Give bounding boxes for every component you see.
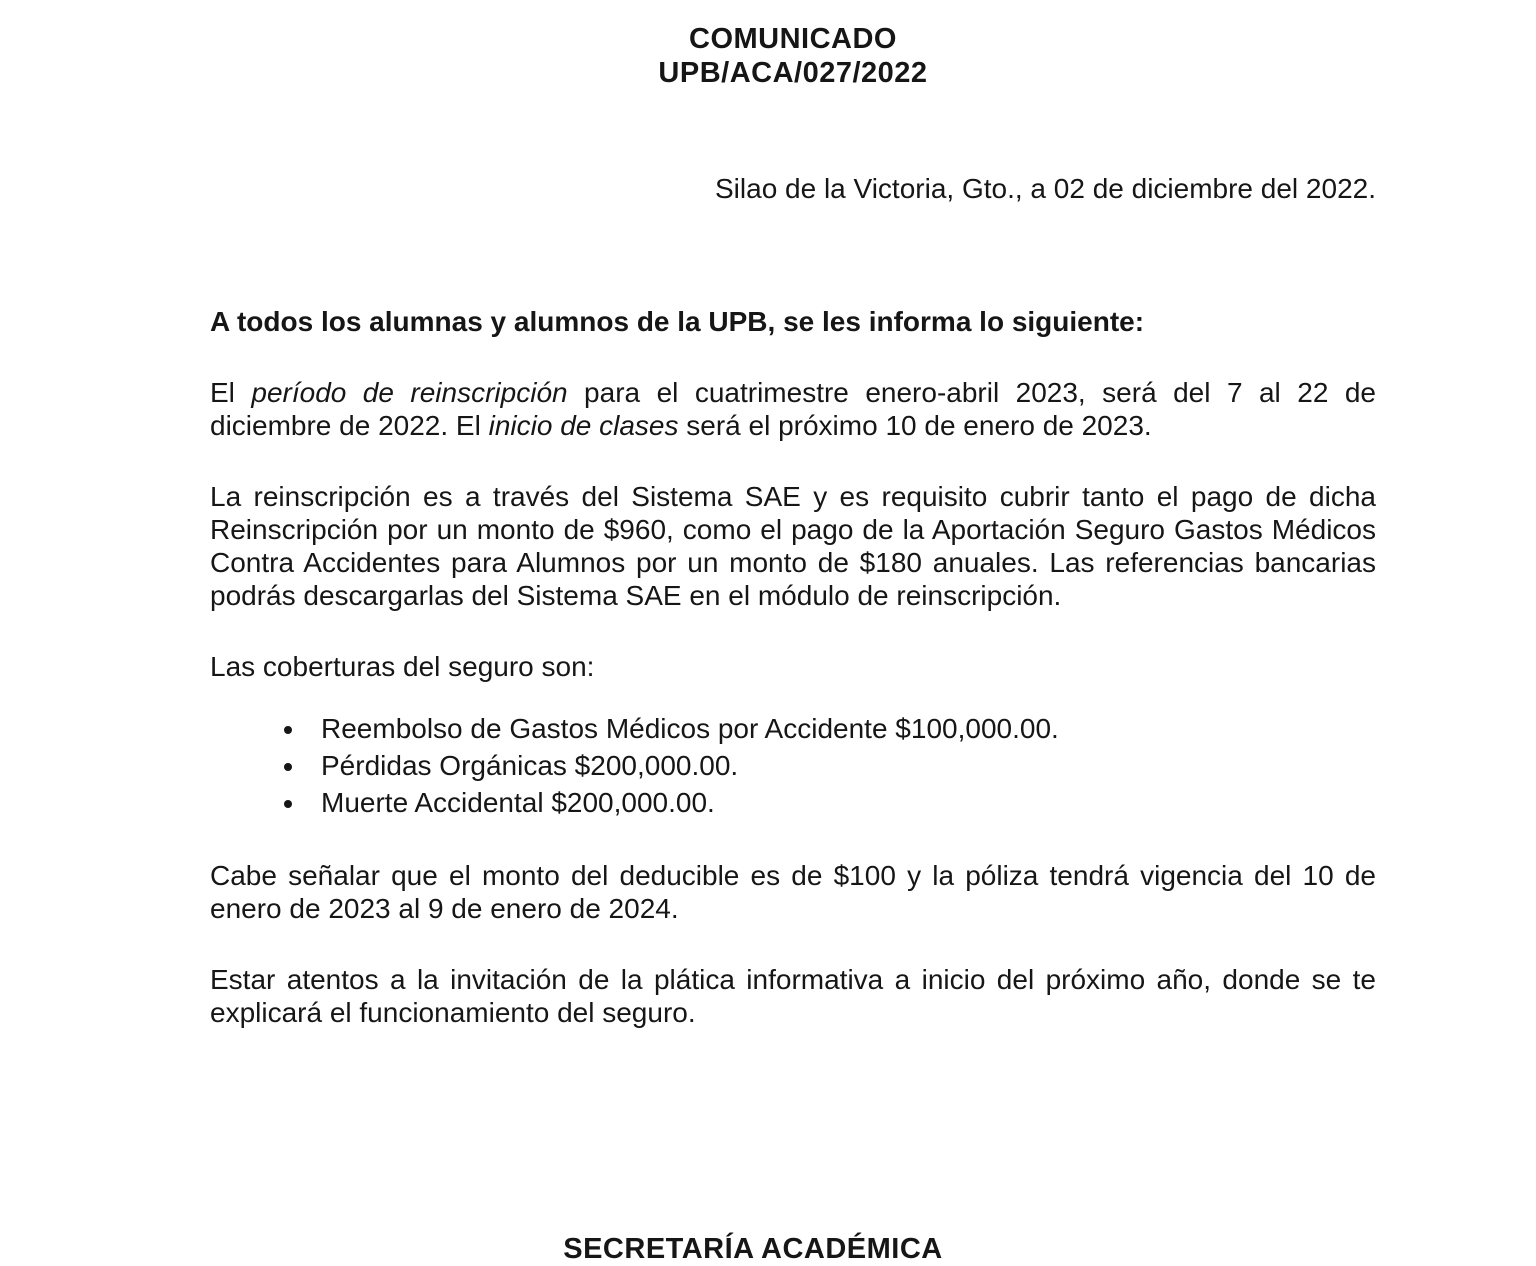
dateline: Silao de la Victoria, Gto., a 02 de diciembre del 2022. bbox=[715, 173, 1376, 204]
paragraph-info-meeting: Estar atentos a la invitación de la plática informativa a inicio del próximo año, donde se te explicará el funcionamiento del seguro. bbox=[210, 964, 1376, 1028]
list-item-medical-expenses: • Reembolso de Gastos Médicos por Accidente $100,000.00. bbox=[307, 711, 1376, 747]
list-item-organic-losses: • Pérdidas Orgánicas $200,000.00. bbox=[307, 748, 1376, 784]
document-title: COMUNICADO bbox=[689, 23, 897, 55]
enrollment-mid: para el cuatrimestre enero-abril 2023, será del 7 al 22 de diciembre de 2022. El bbox=[210, 377, 1376, 441]
document-reference-number: UPB/ACA/027/2022 bbox=[658, 57, 928, 89]
document-content bbox=[210, 22, 1376, 1266]
enrollment-period-term: período de reinscripción bbox=[251, 377, 568, 408]
salutation: A todos los alumnas y alumnos de la UPB, se les informa lo siguiente: bbox=[210, 306, 1145, 337]
enrollment-lead: El bbox=[210, 377, 252, 408]
signature: SECRETARÍA ACADÉMICA bbox=[563, 1233, 943, 1265]
paragraph-enrollment-period bbox=[210, 376, 1376, 442]
paragraph-payment-info: La reinscripción es a través del Sistema SAE y es requisito cubrir tanto el pago de dicha Reinscripción por un monto de $960, como el pago de la Aportación Seguro Gastos Médicos Contra Accidentes para Alumnos por un monto de $180 anuales. Las referencias bancarias podrás descargarlas del Sistema SAE en el módulo de reinscripción. bbox=[210, 481, 1376, 611]
document-header bbox=[210, 22, 1376, 90]
class-start-term: inicio de clases bbox=[488, 410, 679, 441]
coverage-list bbox=[210, 711, 1376, 821]
coverage-intro: Las coberturas del seguro son: bbox=[210, 651, 595, 682]
list-item-accidental-death: • Muerte Accidental $200,000.00. bbox=[307, 785, 1376, 821]
enrollment-tail: será el próximo 10 de enero de 2023. bbox=[678, 410, 1152, 441]
paragraph-deductible: Cabe señalar que el monto del deducible es de $100 y la póliza tendrá vigencia del 10 de enero de 2023 al 9 de enero de 2024. bbox=[210, 860, 1376, 924]
